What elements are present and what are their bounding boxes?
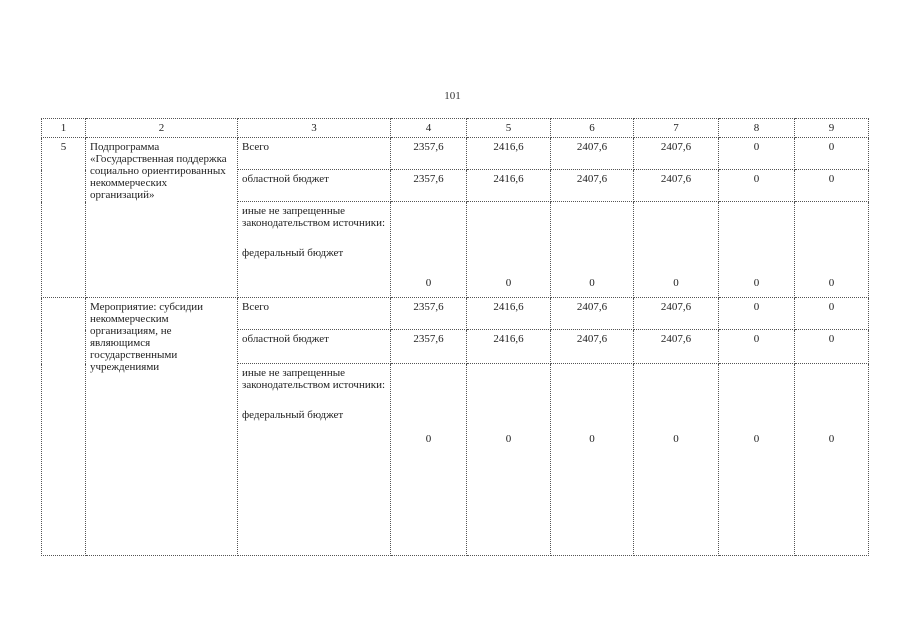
value-cell: 0	[551, 202, 634, 298]
value-cell: 0	[795, 138, 869, 170]
value-cell: 2416,6	[467, 170, 551, 202]
value-cell: 0	[719, 138, 795, 170]
header-row	[42, 119, 869, 138]
col-header: 6	[551, 119, 634, 138]
col-header: 3	[238, 119, 391, 138]
col-header: 8	[719, 119, 795, 138]
page-number: 101	[444, 90, 461, 102]
value-cell: 2416,6	[467, 330, 551, 364]
value-cell: 2357,6	[391, 298, 467, 330]
row-label: областной бюджет	[238, 170, 391, 202]
table-row	[42, 298, 869, 330]
value-cell: 2357,6	[391, 138, 467, 170]
value-cell: 2407,6	[634, 170, 719, 202]
value-cell: 2416,6	[467, 138, 551, 170]
value-cell: 0	[634, 364, 719, 556]
value-cell: 0	[719, 298, 795, 330]
value-cell: 0	[795, 170, 869, 202]
row-label	[238, 202, 391, 298]
col-header: 2	[86, 119, 238, 138]
federal-label: федеральный бюджет	[242, 247, 344, 259]
value-cell: 0	[719, 364, 795, 556]
federal-label: федеральный бюджет	[242, 409, 344, 421]
row-label: областной бюджет	[238, 330, 391, 364]
table-row	[42, 138, 869, 170]
value-cell: 0	[795, 364, 869, 556]
sources-label: иные не запрещенные законодательством источники:	[242, 367, 386, 391]
budget-table	[41, 118, 869, 556]
value-cell: 0	[719, 202, 795, 298]
value-cell: 0	[634, 202, 719, 298]
value-cell: 0	[391, 202, 467, 298]
sources-label: иные не запрещенные законодательством источники:	[242, 205, 386, 229]
value-cell: 0	[551, 364, 634, 556]
value-cell: 2416,6	[467, 298, 551, 330]
col-header: 4	[391, 119, 467, 138]
row-label	[238, 364, 391, 556]
col-header: 1	[42, 119, 86, 138]
value-cell: 0	[391, 364, 467, 556]
col-header: 5	[467, 119, 551, 138]
row-label: Всего	[238, 298, 391, 330]
value-cell: 2407,6	[551, 170, 634, 202]
row-index: 5	[42, 138, 86, 298]
value-cell: 2407,6	[634, 138, 719, 170]
col-header: 9	[795, 119, 869, 138]
value-cell: 0	[467, 202, 551, 298]
row-label: Всего	[238, 138, 391, 170]
value-cell: 0	[719, 170, 795, 202]
value-cell: 2407,6	[551, 298, 634, 330]
program-title: Подпрограмма «Государственная поддержка социально ориентированных некоммерческих организаций»	[86, 138, 238, 298]
value-cell: 2407,6	[634, 298, 719, 330]
measure-title: Мероприятие: субсидии некоммерческим организациям, не являющимся государственными учреждениями	[86, 298, 238, 556]
row-index	[42, 298, 86, 556]
value-cell: 2357,6	[391, 330, 467, 364]
value-cell: 2407,6	[634, 330, 719, 364]
value-cell: 2357,6	[391, 170, 467, 202]
value-cell: 0	[795, 298, 869, 330]
value-cell: 2407,6	[551, 330, 634, 364]
col-header: 7	[634, 119, 719, 138]
value-cell: 0	[795, 330, 869, 364]
value-cell: 0	[467, 364, 551, 556]
value-cell: 2407,6	[551, 138, 634, 170]
value-cell: 0	[795, 202, 869, 298]
value-cell: 0	[719, 330, 795, 364]
